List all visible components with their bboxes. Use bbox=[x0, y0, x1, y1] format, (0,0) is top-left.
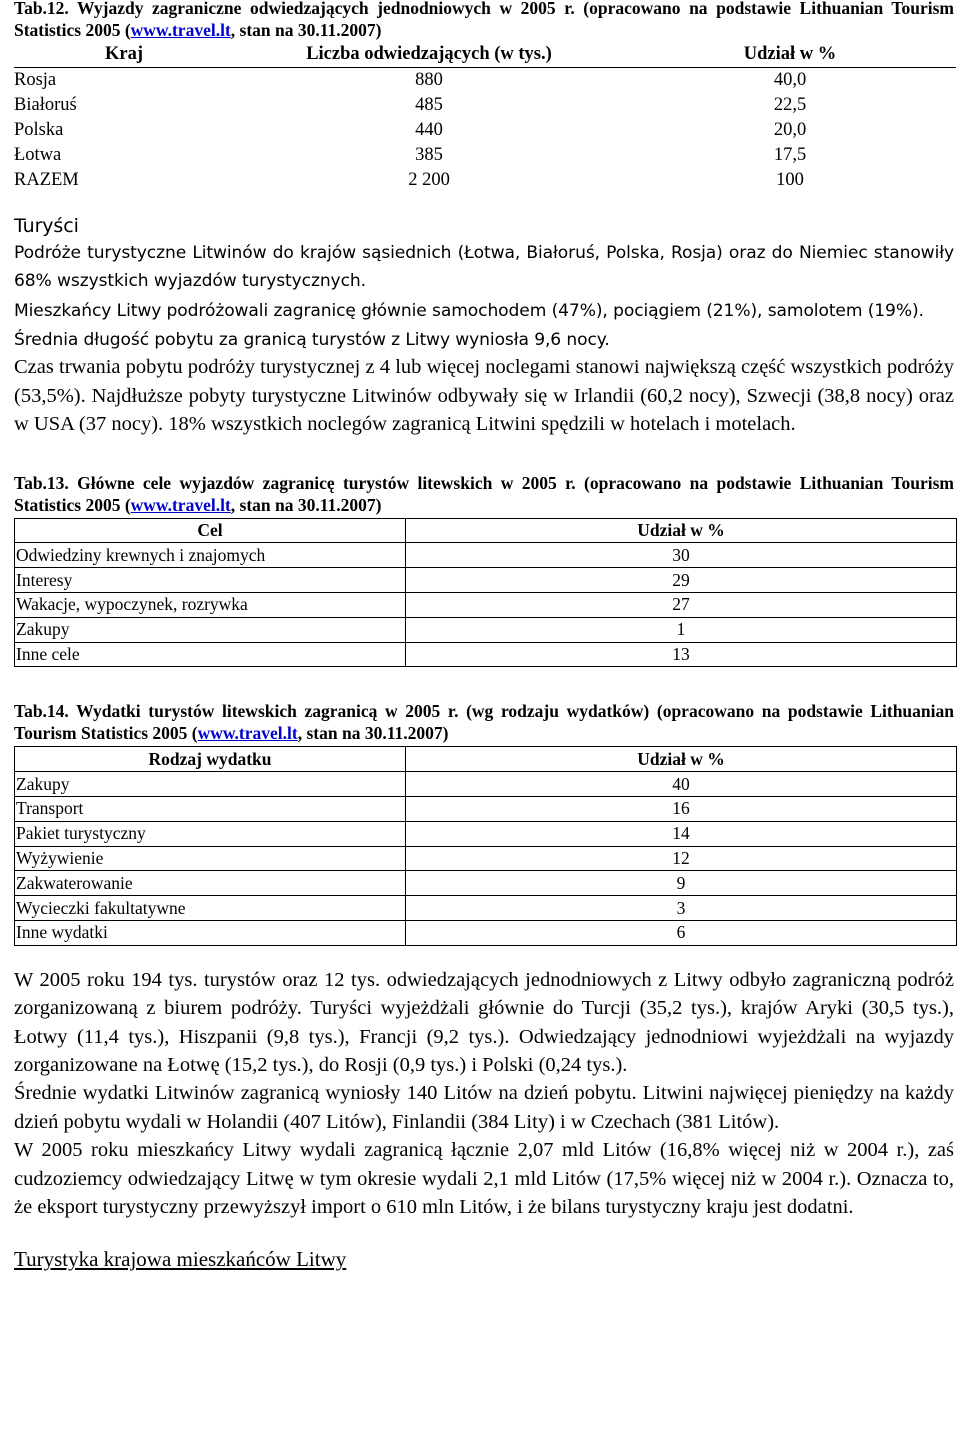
caption-text-end: , stan na 30.11.2007) bbox=[230, 20, 382, 40]
row-label: Transport bbox=[15, 796, 406, 821]
table-header-row bbox=[15, 518, 957, 543]
table-12 bbox=[14, 42, 956, 193]
closing-section bbox=[14, 966, 954, 1273]
row-value: 2 200 bbox=[408, 170, 450, 190]
row-label: Rosja bbox=[14, 70, 57, 90]
table-row bbox=[15, 896, 957, 921]
source-link[interactable]: www.travel.lt bbox=[197, 723, 298, 744]
row-label: Białoruś bbox=[14, 95, 77, 115]
table-row bbox=[15, 821, 957, 846]
row-value: 3 bbox=[406, 896, 957, 921]
table-row bbox=[15, 796, 957, 821]
row-value: 40 bbox=[406, 772, 957, 797]
table-row bbox=[15, 568, 957, 593]
row-value: 27 bbox=[406, 592, 957, 617]
tourists-heading: Turyści bbox=[14, 215, 79, 237]
row-value: 100 bbox=[776, 170, 804, 190]
row-label: Wyżywienie bbox=[15, 846, 406, 871]
table-header-row bbox=[14, 42, 956, 68]
row-label: Inne cele bbox=[15, 642, 406, 667]
caption-text-end: , stan na 30.11.2007) bbox=[297, 723, 449, 744]
table-row bbox=[15, 592, 957, 617]
table-row bbox=[15, 642, 957, 667]
table-row bbox=[15, 617, 957, 642]
table-14 bbox=[14, 746, 957, 945]
table-row bbox=[14, 168, 956, 193]
row-label: Zakwaterowanie bbox=[15, 871, 406, 896]
column-header-liczba: Liczba odwiedzających (w tys.) bbox=[234, 42, 624, 68]
table-12-caption bbox=[14, 0, 954, 41]
stay-paragraph: Czas trwania pobytu podróży turystycznej z 4 lub więcej noclegami stanowi największą część wszystkich podróży (53,5%). Najdłuższe pobyty turystyczne Litwinów odbywały się w Irlandii (60,2 nocy), Szwecji (38,8 nocy) oraz w USA (37 nocy). 18% wszystkich noclegów zagranicą Litwini spędzili w hotelach i motelach. bbox=[14, 356, 954, 436]
table-13-caption bbox=[14, 472, 954, 516]
table-row bbox=[14, 143, 956, 168]
row-label: Łotwa bbox=[14, 145, 62, 165]
row-label: Zakupy bbox=[15, 617, 406, 642]
tourists-paragraph-3: Średnia długość pobytu za granicą turystów z Litwy wyniosła 9,6 nocy. bbox=[14, 329, 610, 350]
table-row bbox=[15, 920, 957, 945]
row-value: 17,5 bbox=[773, 145, 807, 165]
row-label: RAZEM bbox=[14, 170, 79, 190]
row-value: 30 bbox=[406, 543, 957, 568]
column-header-kraj: Kraj bbox=[14, 42, 234, 68]
column-header-cel: Cel bbox=[15, 518, 406, 543]
table-13 bbox=[14, 518, 957, 668]
row-value: 485 bbox=[415, 95, 443, 115]
row-value: 440 bbox=[415, 120, 443, 140]
table-row bbox=[14, 93, 956, 118]
row-value: 1 bbox=[406, 617, 957, 642]
table-row bbox=[15, 543, 957, 568]
source-link[interactable]: www.travel.lt bbox=[130, 20, 231, 40]
table-14-caption bbox=[14, 700, 954, 744]
row-label: Polska bbox=[14, 120, 64, 140]
row-label: Interesy bbox=[15, 568, 406, 593]
table-header-row bbox=[15, 747, 957, 772]
caption-text-end: , stan na 30.11.2007) bbox=[230, 494, 382, 515]
row-value: 22,5 bbox=[773, 95, 807, 115]
row-value: 9 bbox=[406, 871, 957, 896]
row-value: 6 bbox=[406, 920, 957, 945]
table-row bbox=[15, 846, 957, 871]
column-header-udzial: Udział w % bbox=[624, 42, 956, 68]
row-value: 14 bbox=[406, 821, 957, 846]
tourists-paragraph-2: Mieszkańcy Litwy podróżowali zagranicę głównie samochodem (47%), pociągiem (21%), samolotem (19%). bbox=[14, 301, 924, 322]
section-heading-domestic-tourism: Turystyka krajowa mieszkańców Litwy bbox=[14, 1247, 347, 1272]
column-header-rodzaj: Rodzaj wydatku bbox=[15, 747, 406, 772]
table-row bbox=[14, 118, 956, 143]
row-value: 16 bbox=[406, 796, 957, 821]
caption-text: Tab.12. Wyjazdy zagraniczne odwiedzających jednodniowych w 2005 r. (opracowano na podstawie Lithuanian Tourism Statistics 2005 ( bbox=[14, 0, 954, 40]
row-label: Inne wydatki bbox=[15, 920, 406, 945]
document-page bbox=[14, 0, 954, 1272]
table-row bbox=[14, 68, 956, 94]
tourists-paragraph-1: Podróże turystyczne Litwinów do krajów sąsiednich (Łotwa, Białoruś, Polska, Rosja) oraz do Niemiec stanowiły 68% wszystkich wyjazdów turystycznych. bbox=[14, 243, 954, 291]
row-label: Wakacje, wypoczynek, rozrywka bbox=[15, 592, 406, 617]
source-link[interactable]: www.travel.lt bbox=[130, 494, 231, 515]
row-label: Odwiedziny krewnych i znajomych bbox=[15, 543, 406, 568]
row-value: 12 bbox=[406, 846, 957, 871]
row-value: 40,0 bbox=[773, 70, 807, 90]
row-value: 13 bbox=[406, 642, 957, 667]
row-label: Pakiet turystyczny bbox=[15, 821, 406, 846]
closing-paragraph-3: W 2005 roku mieszkańcy Litwy wydali zagranicą łącznie 2,07 mld Litów (16,8% więcej niż w 2004 r.), zaś cudzoziemcy odwiedzający Litwę w tym okresie wydali 2,1 mld Litów (17,5% więcej niż w 2004 r.). Oznacza to, że eksport turystyczny przewyższył import o 610 mln Litów, i że bilans turystyczny kraju jest dodatni. bbox=[14, 1139, 954, 1218]
column-header-udzial: Udział w % bbox=[406, 747, 957, 772]
closing-paragraph-1: W 2005 roku 194 tys. turystów oraz 12 tys. odwiedzających jednodniowych z Litwy odbyło zagraniczną podróż zorganizowaną z biurem podróży. Turyści wyjeżdżali głównie do Turcji (35,2 tys.), krajów Aryki (30,5 tys.), Łotwy (11,4 tys.), Hiszpanii (9,8 tys.), Francji (9,2 tys.). Odwiedzający jednodniowi wyjeżdżali na wyjazdy zorganizowane na Łotwę (15,2 tys.), do Rosji (0,9 tys.) i Polski (0,24 tys.). bbox=[14, 968, 954, 1076]
row-value: 880 bbox=[415, 70, 443, 90]
caption-text: Tab.13. Główne cele wyjazdów zagranicę turystów litewskich w 2005 r. (opracowano na podstawie Lithuanian Tourism Statistics 2005 ( bbox=[14, 472, 954, 515]
row-value: 385 bbox=[415, 145, 443, 165]
row-label: Zakupy bbox=[15, 772, 406, 797]
table-row bbox=[15, 772, 957, 797]
table-row bbox=[15, 871, 957, 896]
row-value: 20,0 bbox=[773, 120, 807, 140]
closing-paragraph-2: Średnie wydatki Litwinów zagranicą wyniosły 140 Litów na dzień pobytu. Litwini najwięcej pieniędzy na każdy dzień pobytu wydali w Holandii (407 Litów), Finlandii (384 Lity) i w Czechach (381 Litów). bbox=[14, 1082, 954, 1133]
tourists-section bbox=[14, 212, 954, 354]
row-value: 29 bbox=[406, 568, 957, 593]
caption-text: Tab.14. Wydatki turystów litewskich zagranicą w 2005 r. (wg rodzaju wydatków) (opracowano na podstawie Lithuanian Tourism Statistics 2005 ( bbox=[14, 701, 954, 744]
column-header-udzial: Udział w % bbox=[406, 518, 957, 543]
row-label: Wycieczki fakultatywne bbox=[15, 896, 406, 921]
